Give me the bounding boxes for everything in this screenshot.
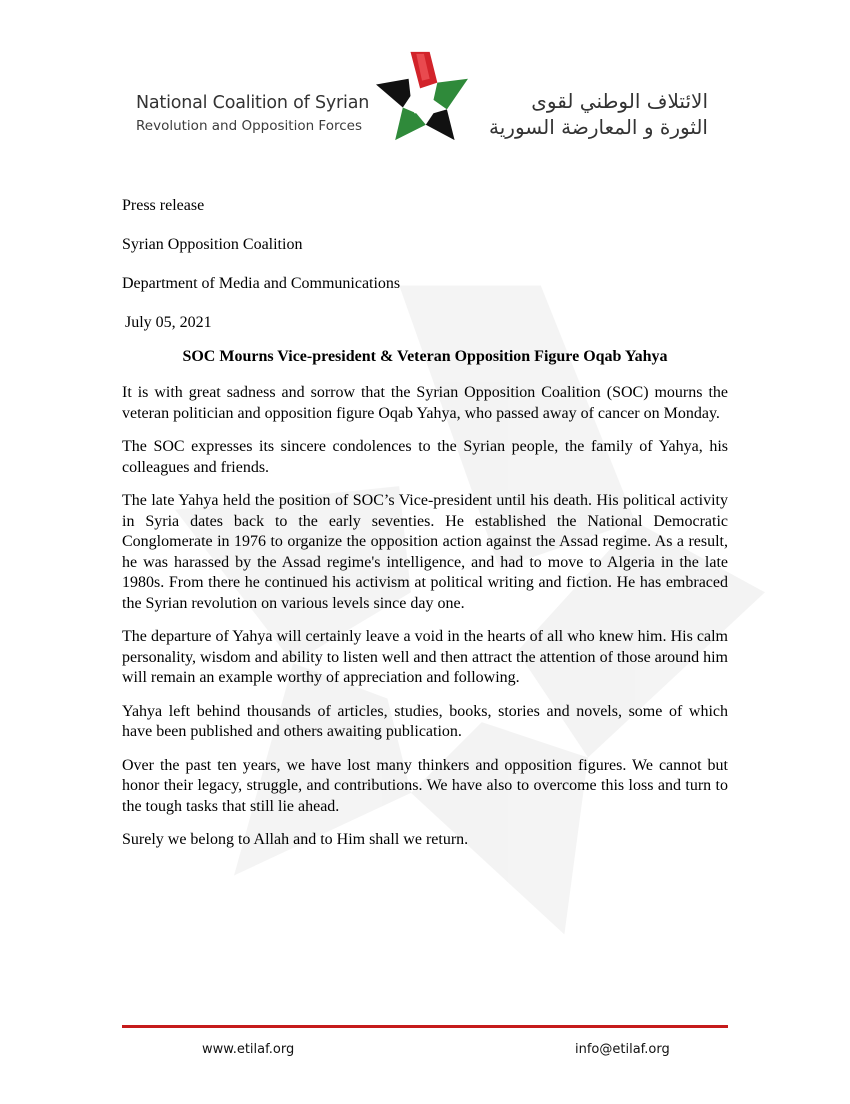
org-name-en-line1: National Coalition of Syrian (136, 93, 370, 113)
footer-email: info@etilaf.org (575, 1042, 670, 1057)
org-name-ar-line2: الثورة و المعارضة السورية (489, 115, 708, 139)
paragraph: Over the past ten years, we have lost many thinkers and opposition figures. We cannot but honor their legacy, struggle, and contributions. We have also to overcome this loss and turn to the tough tasks that still lie ahead. (122, 756, 728, 815)
header-org-name-en (136, 93, 369, 134)
header-org-name-ar (489, 89, 708, 139)
footer-website: www.etilaf.org (202, 1042, 295, 1057)
document-date: July 05, 2021 (125, 314, 212, 331)
press-release-body (122, 196, 728, 864)
document-organization: Syrian Opposition Coalition (122, 236, 303, 253)
document-label: Press release (122, 197, 205, 214)
document-title: SOC Mourns Vice-president & Veteran Opposition Figure Oqab Yahya (182, 347, 668, 365)
document-department: Department of Media and Communications (122, 275, 401, 292)
org-name-en-line2: Revolution and Opposition Forces (136, 118, 362, 134)
paragraph: Yahya left behind thousands of articles, studies, books, stories and novels, some of which have been published and others awaiting publication. (122, 702, 728, 740)
paragraph: Surely we belong to Allah and to Him shall we return. (122, 831, 469, 848)
paragraph: The late Yahya held the position of SOC’s Vice-president until his death. His political activity in Syria dates back to the early seventies. He established the National Democratic Conglomerate in 1976 to organize the opposition action against the Assad regime. As a result, he was harassed by the Assad regime's intelligence, and had to move to Algeria in the late 1980s. From there he continued his activism at political writing and fiction. He has embraced the Syrian revolution on various levels since day one. (122, 492, 728, 612)
org-name-ar-line1: الائتلاف الوطني لقوى (531, 89, 708, 113)
footer-divider (122, 1025, 728, 1028)
star-logo-icon (374, 50, 470, 142)
paragraph: The departure of Yahya will certainly leave a void in the hearts of all who knew him. His calm personality, wisdom and ability to listen well and then attract the attention of those around him will remain an example worthy of appreciation and following. (122, 628, 728, 686)
paragraph: It is with great sadness and sorrow that the Syrian Opposition Coalition (SOC) mourns the veteran politician and opposition figure Oqab Yahya, who passed away of cancer on Monday. (122, 384, 728, 422)
paragraph: The SOC expresses its sincere condolences to the Syrian people, the family of Yahya, his colleagues and friends. (122, 438, 728, 476)
